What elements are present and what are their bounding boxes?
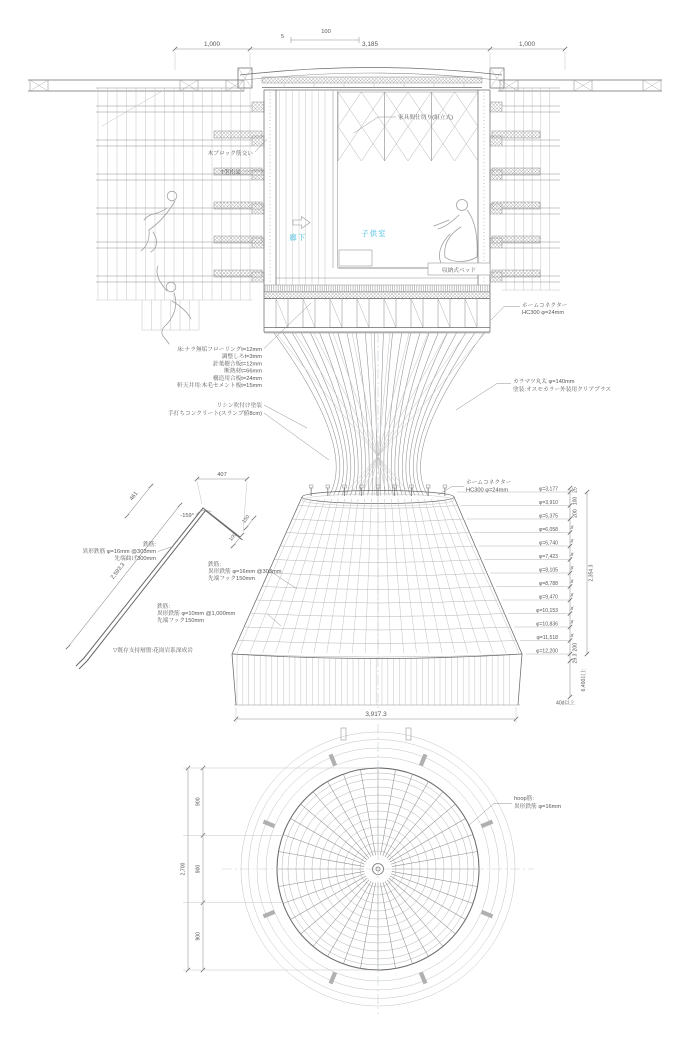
- dim-right-total: 2,354.3: [588, 564, 595, 582]
- line: [411, 299, 423, 328]
- dim-detail-150: 150: [241, 514, 252, 525]
- wood-block: [492, 270, 540, 277]
- larch-log: [417, 333, 475, 496]
- leader-concrete: [264, 413, 329, 460]
- concrete-cone-base: [232, 485, 523, 705]
- top-post: [341, 728, 346, 740]
- phi-label: φ=8,105: [538, 567, 558, 574]
- right-building-context: [502, 88, 560, 290]
- floor-spec-line: 針葉樹合板t=12mm: [212, 361, 262, 368]
- floor-spec-line: 調整しろt=3mm: [221, 354, 262, 361]
- larch-log: [410, 333, 457, 496]
- cone-radial: [444, 499, 506, 653]
- line: [518, 654, 522, 705]
- phi-label: φ=9,470: [538, 594, 558, 601]
- wood-block: [214, 202, 262, 209]
- label-t-girder: T型桁梁: [220, 170, 241, 176]
- equal-mark: ≒: [569, 552, 576, 557]
- wood-block: [492, 202, 540, 209]
- floor-spec-line: 断熱材t=66mm: [224, 368, 262, 375]
- equal-mark: ≒: [569, 606, 576, 611]
- label-larch-1: カラマツ丸太 φ=140mm: [513, 379, 575, 385]
- figure-stroke: [157, 266, 167, 291]
- label-connector-top-2: HC300 φ=24mm: [522, 310, 565, 316]
- room-name-kids: 子供室: [361, 229, 387, 238]
- larch-log: [391, 333, 411, 496]
- label-rebar-hook16: 先端フック150mm: [208, 576, 256, 582]
- floor-platform: [264, 299, 490, 333]
- label-hoop-1: hoop筋:: [514, 796, 534, 802]
- floor-spec-line: 床:ナラ無垢フローリングt=12mm: [177, 347, 262, 353]
- equal-mark: ≒: [569, 579, 576, 584]
- label-rebar-hook10: 先端フック150mm: [157, 618, 205, 624]
- seated-figure: [434, 200, 477, 264]
- larch-log: [388, 333, 402, 496]
- label-rebar-bent: 異形鉄筋 φ=16mm @303mm: [82, 549, 156, 555]
- larch-log: [283, 333, 340, 496]
- phi-label: φ=10,836: [536, 621, 558, 628]
- figure-head: [167, 191, 177, 201]
- label-rebar-hook10: 異形鉄筋 φ=10mm @1,000mm: [157, 611, 236, 617]
- phi-label: φ=10,153: [536, 607, 558, 614]
- line: [465, 299, 477, 328]
- leader-larch: [456, 384, 511, 411]
- label-concrete: 手打ちコンクリート(スランプ値8cm): [167, 411, 262, 417]
- window-diagonal: [102, 90, 164, 126]
- room-name-corridor: 廊下: [289, 233, 307, 242]
- bent-bar-line: [76, 508, 240, 666]
- cone-bottom: [232, 654, 522, 659]
- floor-spec-line: 軒天井用:木毛セメント板t=15mm: [177, 383, 262, 389]
- figure-stroke: [445, 227, 461, 257]
- cone-edge: [454, 497, 522, 654]
- line: [384, 299, 396, 328]
- phi-label: φ=3,177: [538, 486, 558, 493]
- leader-connector-top: [491, 307, 520, 321]
- dim-right-depth: 6,400以上: [581, 668, 587, 692]
- scalebar-small: 5: [280, 34, 284, 40]
- phi-label: φ=5,375: [538, 513, 558, 520]
- ext-line: [197, 481, 202, 504]
- left-figure-1: [141, 191, 177, 252]
- dim-detail-100: 100: [228, 532, 239, 543]
- wall-brace: [252, 102, 264, 112]
- phi-label: φ=6,740: [538, 540, 558, 547]
- desk: [339, 250, 372, 266]
- label-hoop-2: 異形鉄筋 φ=16mm: [514, 804, 562, 810]
- label-rebar-bent: 鉄筋:: [143, 542, 156, 548]
- equal-mark: ≒: [569, 565, 576, 570]
- equal-mark: ≒: [569, 538, 576, 543]
- figure-stroke: [467, 210, 477, 257]
- label-partition: 家具間仕切り(組立式): [398, 115, 453, 121]
- label-rebar-hook10: 鉄筋:: [157, 604, 170, 610]
- equal-mark: ≒: [569, 592, 576, 597]
- larch-log: [310, 333, 350, 496]
- line: [357, 299, 369, 328]
- dim-right-25: 25: [572, 487, 579, 493]
- larch-log-cross: [343, 333, 485, 496]
- larch-log: [421, 333, 484, 496]
- phi-label: φ=7,423: [538, 553, 558, 560]
- floor-spec-line: 構造用合板t=24mm: [212, 375, 262, 382]
- dim-plan-seg: 900: [195, 797, 202, 806]
- equal-mark: ≒: [569, 633, 576, 638]
- floor-hatch: [264, 285, 490, 292]
- dim-right-200-bottom: 200: [572, 642, 579, 652]
- line: [438, 299, 450, 328]
- phi-label: φ=6,058: [538, 526, 558, 533]
- label-bearing-layer: ▽既存支持層盤:花崗岩系深成岩: [113, 648, 193, 654]
- label-connector-mid-1: ホームコネクター: [466, 480, 512, 486]
- label-connector-top-1: ホームコネクター: [522, 303, 568, 309]
- bent-bar-line: [79, 511, 243, 670]
- line: [330, 299, 342, 328]
- wall-connection-blocks: [214, 102, 540, 282]
- dim-line-length: [68, 505, 180, 647]
- circular-foundation-plan: [180, 724, 534, 1014]
- leader-lines: [158, 117, 520, 826]
- label-wood-block: 木ブロック筋交い: [207, 151, 253, 157]
- dim-anchor-length: 40d以上: [556, 700, 575, 707]
- leader-rebar-hook10: [267, 614, 281, 627]
- leader-lysin: [264, 405, 307, 428]
- label-bed: 収納式ベッド: [441, 268, 477, 274]
- dim-detail-461: 461: [128, 490, 140, 502]
- dim-plan-total: 2,700: [180, 862, 187, 876]
- phi-label: φ=12,200: [536, 648, 558, 655]
- dim-top-left: 1,000: [204, 41, 220, 48]
- line: [232, 654, 236, 705]
- text-labels: [83, 29, 612, 941]
- dim-top-center: 3,185: [362, 41, 378, 48]
- dim-top-right: 1,000: [519, 41, 535, 48]
- leader-floor-spec: [264, 303, 311, 349]
- wood-block: [492, 168, 540, 175]
- cone-radial: [275, 499, 324, 653]
- equal-mark: ≒: [569, 619, 576, 624]
- figure-stroke: [438, 215, 459, 229]
- label-connector-mid-2: HC300 φ=24mm: [466, 487, 509, 494]
- larch-log: [406, 333, 447, 496]
- figure-stroke: [162, 327, 169, 344]
- cone-radial: [250, 499, 312, 653]
- slab-hatch: [264, 292, 490, 299]
- dim-detail-length: 2,593.3: [110, 562, 127, 581]
- dim-right-29: 29.3: [572, 653, 579, 664]
- larch-log: [274, 333, 336, 496]
- scalebar-large: 100: [321, 29, 331, 35]
- top-post: [406, 728, 411, 740]
- dim-right-100: 100: [572, 496, 579, 506]
- figure-head: [166, 282, 176, 292]
- cone-radial: [418, 499, 455, 653]
- roof-section: [238, 68, 504, 89]
- dim-detail-angle: -159°: [180, 513, 194, 519]
- larch-log-cross: [371, 333, 380, 496]
- figure-stroke: [445, 257, 477, 262]
- dim-base-width: 3,917.3: [365, 711, 387, 718]
- label-rebar-bent: 先端曲げ300mm: [114, 556, 156, 562]
- wood-block: [492, 131, 540, 138]
- larch-log: [301, 333, 347, 496]
- cone-radial: [431, 499, 480, 653]
- larch-log: [402, 333, 438, 496]
- wood-block: [214, 270, 262, 277]
- figure-stroke: [149, 201, 175, 230]
- equal-mark: ≒: [569, 525, 576, 530]
- label-rebar-hook16: 鉄筋:: [208, 562, 221, 568]
- wood-block: [214, 236, 262, 243]
- right-dimension-chain: [568, 486, 589, 699]
- roof-top: [240, 68, 502, 76]
- figure-head: [457, 200, 468, 211]
- wood-block: [492, 236, 540, 243]
- dim-detail-407: 407: [217, 472, 227, 478]
- larch-log: [347, 333, 366, 496]
- cone-radial: [301, 499, 338, 653]
- dim-plan-seg: 900: [195, 864, 202, 874]
- dim-line-461: [127, 486, 151, 516]
- phi-label: φ=8,788: [538, 580, 558, 587]
- line: [303, 299, 315, 328]
- wood-block: [214, 131, 262, 138]
- line: [276, 299, 288, 328]
- label-lysin: リシン吹付け塗装: [216, 403, 262, 409]
- wall-brace: [490, 102, 502, 112]
- label-rebar-hook16: 異形鉄筋 φ=16mm @303mm: [208, 569, 282, 575]
- dim-plan-seg: 900: [195, 932, 202, 941]
- corridor-arrow-icon: [293, 217, 310, 229]
- phi-label: φ=11,518: [536, 634, 558, 641]
- phi-label: φ=3,910: [538, 499, 558, 506]
- roof-insulation: [262, 77, 482, 83]
- ring-diameter-ladder: [457, 486, 570, 654]
- label-larch-2: 塗装:オスモカラー外装用クリアプラス: [513, 387, 612, 393]
- dim-right-200-top: 200: [572, 509, 579, 518]
